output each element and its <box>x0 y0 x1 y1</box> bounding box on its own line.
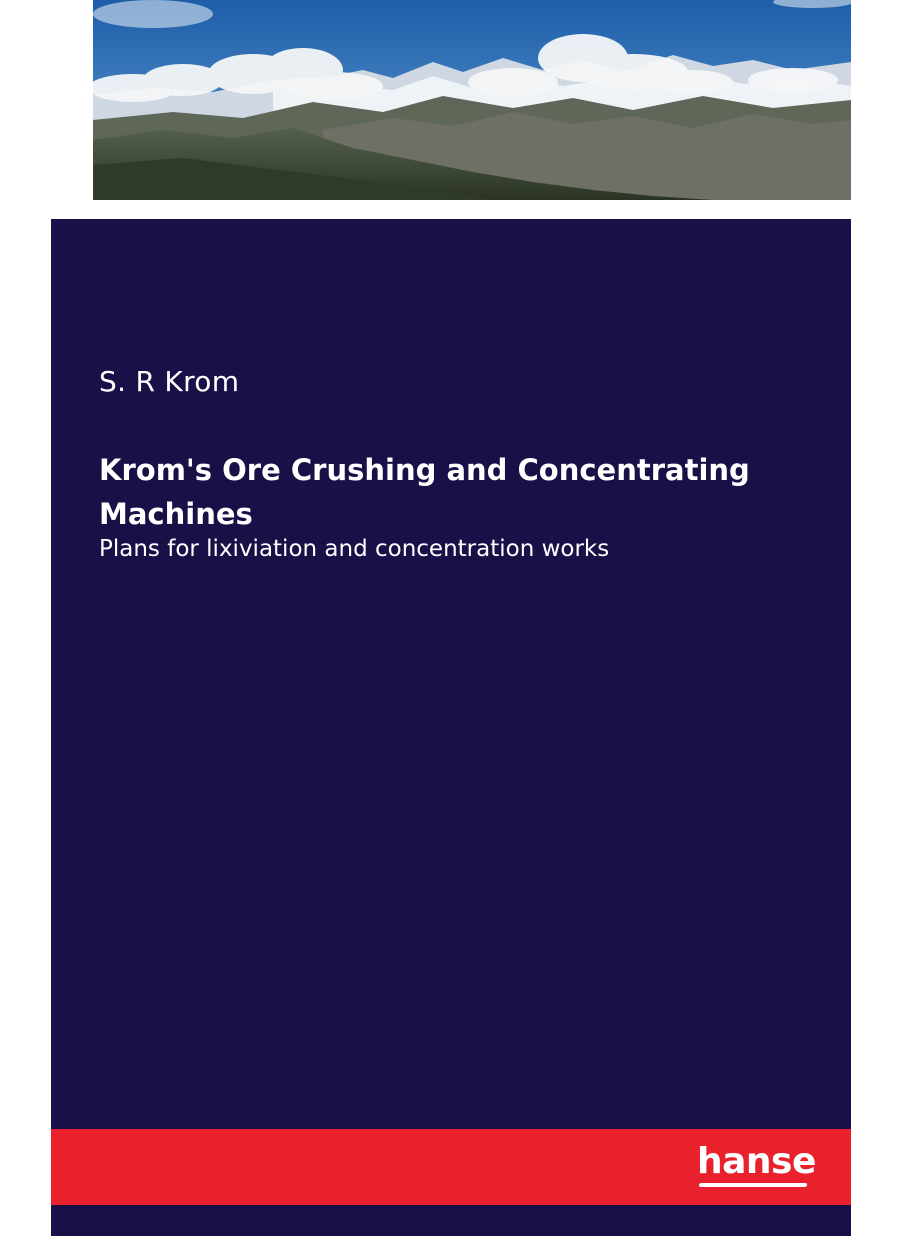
book-cover <box>51 219 851 1236</box>
book-subtitle: Plans for lixiviation and concentration works <box>99 536 610 562</box>
author-name: S. R Krom <box>99 365 240 398</box>
logo-swoosh <box>699 1183 808 1187</box>
book-title: Krom's Ore Crushing and Concentrating Machines <box>99 453 750 531</box>
mountain-landscape-photo <box>93 0 851 200</box>
publisher-band <box>51 1129 851 1205</box>
hanse-logo <box>697 1141 815 1195</box>
publisher-logo-text: hanse <box>697 1141 816 1182</box>
